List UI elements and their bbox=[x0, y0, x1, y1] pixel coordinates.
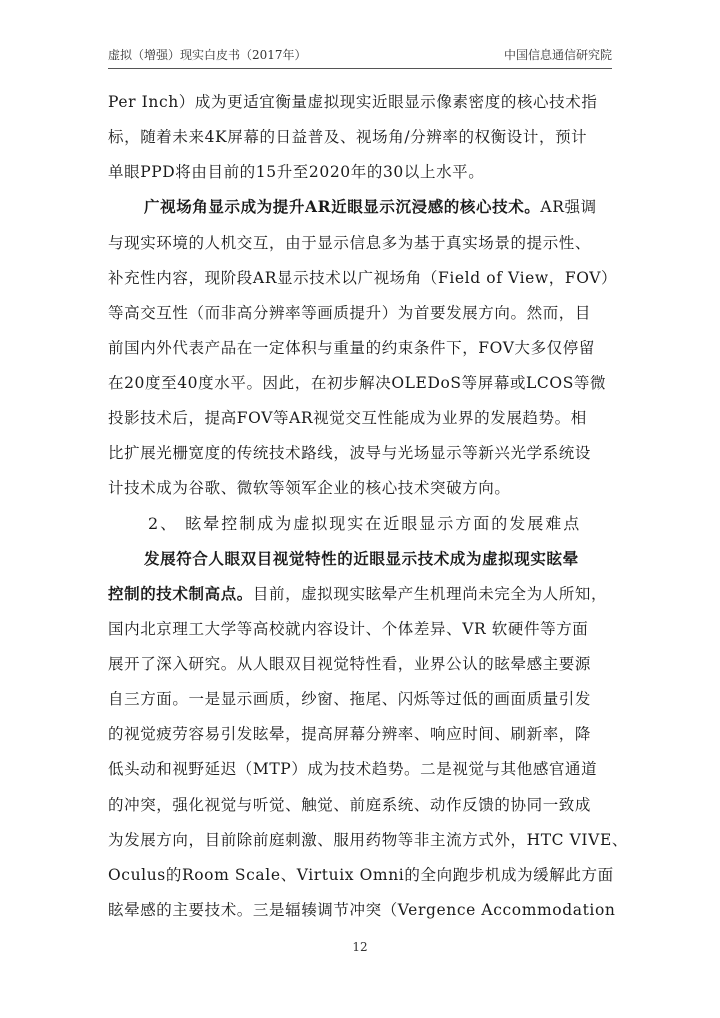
text-line bbox=[108, 162, 612, 182]
bold-lead-text: 控制的技术制高点。 bbox=[108, 584, 253, 603]
line-text: 比扩展光栅宽度的传统技术路线，波导与光场显示等新兴光学系统设 bbox=[108, 444, 592, 462]
text-line bbox=[108, 654, 612, 674]
text-line bbox=[108, 584, 612, 604]
text-line bbox=[108, 900, 616, 920]
text-line bbox=[108, 92, 612, 112]
line-text: 为发展方向，目前除前庭刺激、服用药物等非主流方式外，HTC VIVE、 bbox=[108, 831, 628, 849]
text-line bbox=[108, 724, 612, 744]
heading-text: 2、 眩晕控制成为虚拟现实在近眼显示方面的发展难点 bbox=[148, 514, 582, 533]
text-line bbox=[108, 233, 612, 253]
text-line bbox=[108, 795, 612, 815]
line-text: Oculus的Room Scale、Virtuix Omni的全向跑步机成为缓解此方面 bbox=[108, 866, 614, 884]
header-organization: 中国信息通信研究院 bbox=[503, 48, 612, 62]
header-title: 虚拟（增强）现实白皮书（2017年） bbox=[108, 48, 307, 62]
text-line bbox=[108, 689, 612, 709]
line-text: 展开了深入研究。从人眼双目视觉特性看，业界公认的眩晕感主要源 bbox=[108, 655, 592, 673]
header-divider bbox=[108, 68, 612, 69]
page-number: 12 bbox=[352, 940, 368, 954]
line-text: 的视觉疲劳容易引发眩晕，提高屏幕分辨率、响应时间、刷新率，降 bbox=[108, 725, 592, 743]
text-line bbox=[108, 830, 628, 850]
text-line bbox=[108, 197, 648, 217]
text-line bbox=[108, 443, 612, 463]
text-line bbox=[108, 478, 612, 498]
line-text: 前国内外代表产品在一定体积与重量的约束条件下，FOV大多仅停留 bbox=[108, 339, 595, 357]
line-text: 在20度至40度水平。因此，在初步解决OLEDoS等屏幕或LCOS等微 bbox=[108, 374, 607, 392]
text-line bbox=[108, 338, 612, 358]
line-text: AR强调 bbox=[540, 198, 597, 216]
line-text: Per Inch）成为更适宜衡量虚拟现实近眼显示像素密度的核心技术指 bbox=[108, 93, 598, 111]
text-line bbox=[108, 408, 612, 428]
line-text: 低头动和视野延迟（MTP）成为技术趋势。二是视觉与其他感官通道 bbox=[108, 760, 598, 778]
line-text: 投影技术后，提高FOV等AR视觉交互性能成为业界的发展趋势。相 bbox=[108, 409, 587, 427]
text-line bbox=[108, 268, 618, 288]
line-text: 眩晕感的主要技术。三是辐辏调节冲突（Vergence Accommodation bbox=[108, 901, 616, 919]
line-text: 等高交互性（而非高分辨率等画质提升）为首要发展方向。然而，目 bbox=[108, 304, 592, 322]
running-header bbox=[108, 46, 612, 66]
line-text: 的冲突，强化视觉与听觉、触觉、前庭系统、动作反馈的协同一致成 bbox=[108, 796, 592, 814]
bold-lead-text: 广视场角显示成为提升AR近眼显示沉浸感的核心技术。 bbox=[144, 197, 541, 216]
line-text: 单眼PPD将由目前的15升至2020年的30以上水平。 bbox=[108, 163, 485, 181]
bold-lead-text: 发展符合人眼双目视觉特性的近眼显示技术成为虚拟现实眩晕 bbox=[144, 549, 579, 568]
line-text: 国内北京理工大学等高校就内容设计、个体差异、VR 软硬件等方面 bbox=[108, 620, 589, 638]
text-line bbox=[108, 303, 612, 323]
text-line bbox=[108, 373, 612, 393]
text-line bbox=[108, 127, 612, 147]
line-text: 计技术成为谷歌、微软等领军企业的核心技术突破方向。 bbox=[108, 479, 511, 497]
text-line bbox=[108, 865, 612, 885]
text-line bbox=[108, 549, 648, 569]
section-heading bbox=[148, 514, 618, 534]
text-line bbox=[108, 759, 612, 779]
line-text: 自三方面。一是显示画质，纱窗、拖尾、闪烁等过低的画面质量引发 bbox=[108, 690, 592, 708]
text-line bbox=[108, 619, 612, 639]
line-text: 补充性内容，现阶段AR显示技术以广视场角（Field of View，FOV） bbox=[108, 269, 618, 287]
line-text: 标，随着未来4K屏幕的日益普及、视场角/分辨率的权衡设计，预计 bbox=[108, 128, 588, 146]
line-text: 目前，虚拟现实眩晕产生机理尚未完全为人所知， bbox=[252, 585, 608, 603]
line-text: 与现实环境的人机交互，由于显示信息多为基于真实场景的提示性、 bbox=[108, 234, 592, 252]
